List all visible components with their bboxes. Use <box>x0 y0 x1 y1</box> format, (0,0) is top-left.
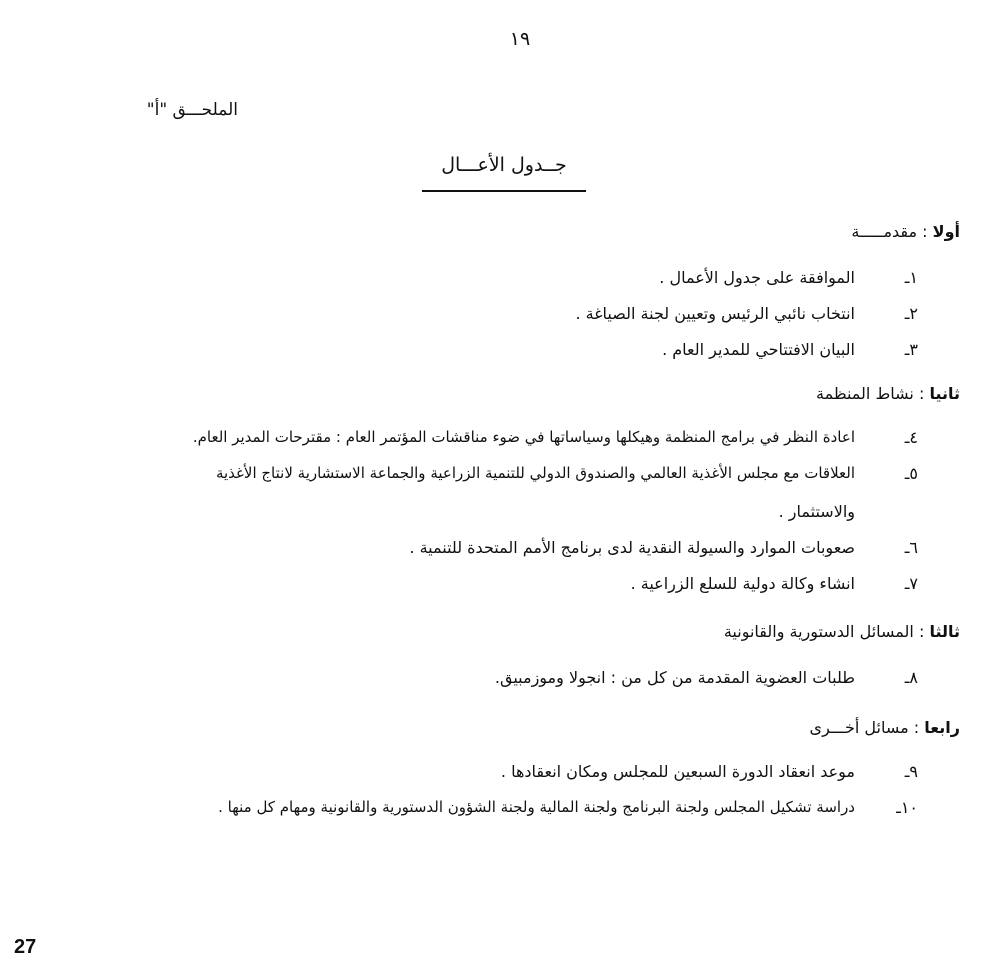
footer-page-number: 27 <box>14 936 37 958</box>
agenda-item-text: انتخاب نائبي الرئيس وتعيين لجنة الصياغة . <box>575 304 855 323</box>
section-colon: : <box>917 222 928 241</box>
item-number: ٧ـ <box>904 574 918 593</box>
item-number: ١٠ـ <box>896 798 918 817</box>
section-heading-third <box>724 622 960 641</box>
agenda-item-text: دراسة تشكيل المجلس ولجنة البرنامج ولجنة المالية ولجنة الشؤون الدستورية والقانونية ومهام كل منها . <box>218 798 855 816</box>
section-label: ثالثا <box>929 622 960 641</box>
agenda-item-text: العلاقات مع مجلس الأغذية العالمي والصندوق الدولي للتنمية الزراعية والجماعة الاستشارية لانتاج الأغذية <box>215 464 855 482</box>
section-title: مقدمـــــة <box>851 222 918 241</box>
annex-label: الملحـــق "أ" <box>146 100 238 120</box>
item-number: ٨ـ <box>904 668 918 687</box>
section-colon: : <box>908 718 920 737</box>
agenda-item-text: موعد انعقاد الدورة السبعين للمجلس ومكان انعقادها . <box>500 762 855 781</box>
section-label: رابعا <box>924 718 960 737</box>
item-number: ٥ـ <box>904 464 918 483</box>
section-heading-first <box>851 222 960 241</box>
section-heading-second <box>816 384 960 403</box>
agenda-item-text: البيان الافتتاحي للمدير العام . <box>662 340 855 359</box>
agenda-item-text: اعادة النظر في برامج المنظمة وهيكلها وسياساتها في ضوء مناقشات المؤتمر العام : مقترحات المدير العام. <box>192 428 855 446</box>
agenda-title: جــدول الأعـــال <box>441 154 567 176</box>
agenda-item-text: طلبات العضوية المقدمة من كل من : انجولا وموزمبيق. <box>494 668 855 687</box>
section-title: نشاط المنظمة <box>816 384 914 403</box>
page-number: ١٩ <box>509 28 531 50</box>
section-title: المسائل الدستورية والقانونية <box>723 622 914 641</box>
agenda-item-text: صعوبات الموارد والسيولة النقدية لدى برنامج الأمم المتحدة للتنمية . <box>409 538 855 557</box>
item-number: ١ـ <box>904 268 918 287</box>
section-label: أولا <box>932 222 960 241</box>
section-label: ثانيا <box>929 384 960 403</box>
title-underline <box>422 190 586 192</box>
section-heading-fourth <box>810 718 960 737</box>
item-number: ٩ـ <box>904 762 918 781</box>
section-colon: : <box>913 622 925 641</box>
section-title: مسائل أخـــرى <box>809 718 909 737</box>
item-number: ٣ـ <box>904 340 918 359</box>
item-number: ٦ـ <box>904 538 918 557</box>
agenda-item-text: الموافقة على جدول الأعمال . <box>659 268 855 287</box>
agenda-item-text: انشاء وكالة دولية للسلع الزراعية . <box>630 574 855 593</box>
item-number: ٢ـ <box>904 304 918 323</box>
section-colon: : <box>913 384 925 403</box>
item-number: ٤ـ <box>904 428 918 447</box>
agenda-item-text-continuation: والاستثمار . <box>778 502 855 521</box>
